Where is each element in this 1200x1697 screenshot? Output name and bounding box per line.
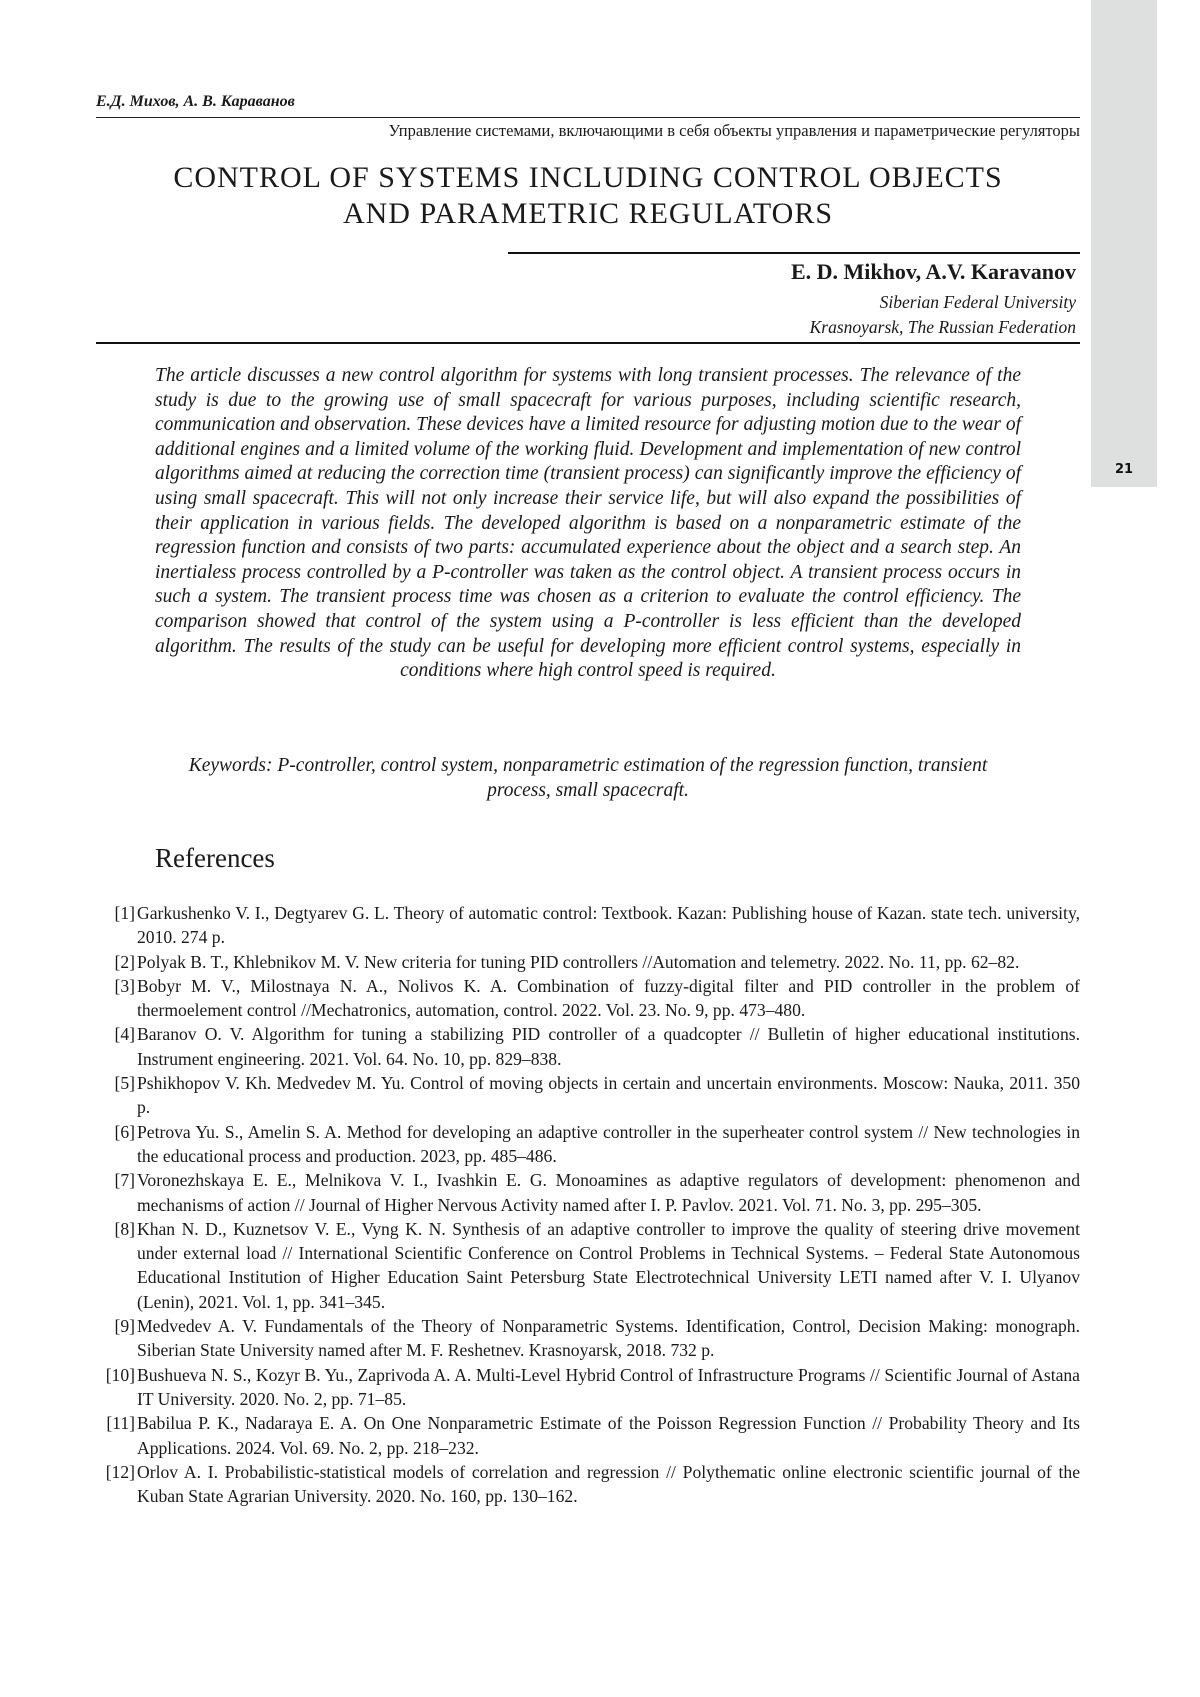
header-divider [96,117,1080,118]
reference-item [96,950,1080,974]
running-header-authors: Е.Д. Михов, А. В. Караванов [96,93,295,110]
reference-number: [9] [114,1316,135,1337]
reference-item [96,1314,1080,1363]
reference-item [96,1022,1080,1071]
abstract: The article discusses a new control algorithm for systems with long transient processes. The relevance of the study is due to the growing use of small spacecraft for various purposes, including scientific research, communication and observation. These devices have a limited resource for adjusting motion due to the wear of additional engines and a limited volume of the working fluid. Development and implementation of new control algorithms aimed at reducing the correction time (transient process) can significantly improve the efficiency of using small spacecraft. This will not only increase their service life, but will also expand the possibilities of their application in various fields. The developed algorithm is based on a nonparametric estimate of the regression function and consists of two parts: accumulated experience about the object and a search step. An inertialess process controlled by a P-controller was taken as the control object. A transient process occurs in such a system. The transient process time was chosen as a criterion to evaluate the control efficiency. The comparison showed that control of the system using a P-controller is less efficient than the developed algorithm. The results of the study can be useful for developing more efficient control systems, especially in conditions where high control speed is required. [155,365,1021,682]
reference-item [96,1217,1080,1314]
references-heading: References [155,843,275,873]
article-title-line-1: CONTROL OF SYSTEMS INCLUDING CONTROL OBJECTS [173,161,1003,194]
reference-text: Voronezhskaya E. E., Melnikova V. I., Ivashkin E. G. Monoamines as adaptive regulators of development: phenomenon and mechanisms of action // Journal of Higher Nervous Activity named after I. P. Pavlov. 2021. Vol. 71. No. 3, pp. 295–305. [137,1170,1080,1215]
article-title-line-2: AND PARAMETRIC REGULATORS [342,197,834,230]
affiliation-divider [96,342,1080,344]
reference-number: [3] [114,975,135,996]
reference-text: Medvedev A. V. Fundamentals of the Theory of Nonparametric Systems. Identification, Control, Decision Making: monograph. Siberian State University named after M. F. Reshetnev. Krasnoyarsk, 2018. 732 p. [137,1316,1080,1361]
running-header-title: Управление системами, включающими в себя объекты управления и параметрические регуляторы [388,121,1080,140]
reference-text: Babilua P. K., Nadaraya E. A. On One Nonparametric Estimate of the Poisson Regression Function // Probability Theory and Its Applications. 2024. Vol. 69. No. 2, pp. 218–232. [137,1413,1080,1458]
reference-number: [12] [105,1461,135,1482]
reference-item [96,1460,1080,1509]
reference-number: [8] [114,1218,135,1239]
reference-text: Petrova Yu. S., Amelin S. A. Method for developing an adaptive controller in the superheater control system // New technologies in the educational process and production. 2023, pp. 485–486. [137,1121,1080,1166]
reference-text: Orlov A. I. Probabilistic-statistical models of correlation and regression // Polythematic online electronic scientific journal of the Kuban State Agrarian University. 2020. No. 160, pp. 130–162. [137,1461,1080,1507]
reference-item [96,1071,1080,1120]
article-authors: E. D. Mikhov, A.V. Karavanov [790,259,1076,284]
reference-text: Baranov O. V. Algorithm for tuning a stabilizing PID controller of a quadcopter // Bulletin of higher educational institutions. Instrument engineering. 2021. Vol. 64. No. 10, pp. 829–838. [137,1024,1080,1069]
reference-number: [7] [114,1170,135,1191]
title-divider [508,252,1080,254]
reference-number: [10] [105,1364,135,1385]
reference-item [96,1168,1080,1217]
reference-number: [6] [114,1121,135,1142]
reference-text: Pshikhopov V. Kh. Medvedev M. Yu. Control of moving objects in certain and uncertain environments. Moscow: Nauka, 2011. 350 p. [137,1073,1080,1118]
reference-number: [11] [106,1413,135,1434]
reference-number: [1] [114,903,135,923]
reference-text: Khan N. D., Kuznetsov V. E., Vyng K. N. Synthesis of an adaptive controller to improve the quality of steering drive movement under external load // International Scientific Conference on Control Problems in Technical Systems. – Federal State Autonomous Educational Institution of Higher Education Saint Petersburg State Electrotechnical University LETI named after V. I. Ulyanov (Lenin), 2021. Vol. 1, pp. 341–345. [137,1218,1080,1312]
reference-text: Polyak B. T., Khlebnikov M. V. New criteria for tuning PID controllers //Automation and telemetry. 2022. No. 11, pp. 62–82. [137,951,1020,972]
reference-item [96,1120,1080,1169]
side-tab [1091,0,1157,487]
reference-item [96,974,1080,1023]
affiliation: Siberian Federal University [879,292,1076,312]
article-title [96,160,1080,232]
affiliation-location: Krasnoyarsk, The Russian Federation [809,317,1076,337]
references-list [96,901,1080,1508]
reference-number: [5] [114,1073,135,1094]
reference-number: [4] [114,1024,135,1045]
page-number: 21 [1114,462,1134,477]
reference-number: [2] [114,951,135,972]
reference-item [96,1411,1080,1460]
reference-text: Bushueva N. S., Kozyr B. Yu., Zaprivoda A. A. Multi-Level Hybrid Control of Infrastructure Programs // Scientific Journal of Astana IT University. 2020. No. 2, pp. 71–85. [137,1364,1080,1409]
reference-item [96,1363,1080,1412]
reference-text: Bobyr M. V., Milostnaya N. A., Nolivos K. A. Combination of fuzzy-digital filter and PID controller in the problem of thermoelement control //Mechatronics, automation, control. 2022. Vol. 23. No. 9, pp. 473–480. [137,975,1080,1021]
reference-text: Garkushenko V. I., Degtyarev G. L. Theory of automatic control: Textbook. Kazan: Publishing house of Kazan. state tech. university, 2010. 274 p. [137,903,1080,948]
keywords: Keywords: P-controller, control system, nonparametric estimation of the regression function, transient process, small spacecraft. [188,755,988,801]
reference-item [96,901,1080,950]
